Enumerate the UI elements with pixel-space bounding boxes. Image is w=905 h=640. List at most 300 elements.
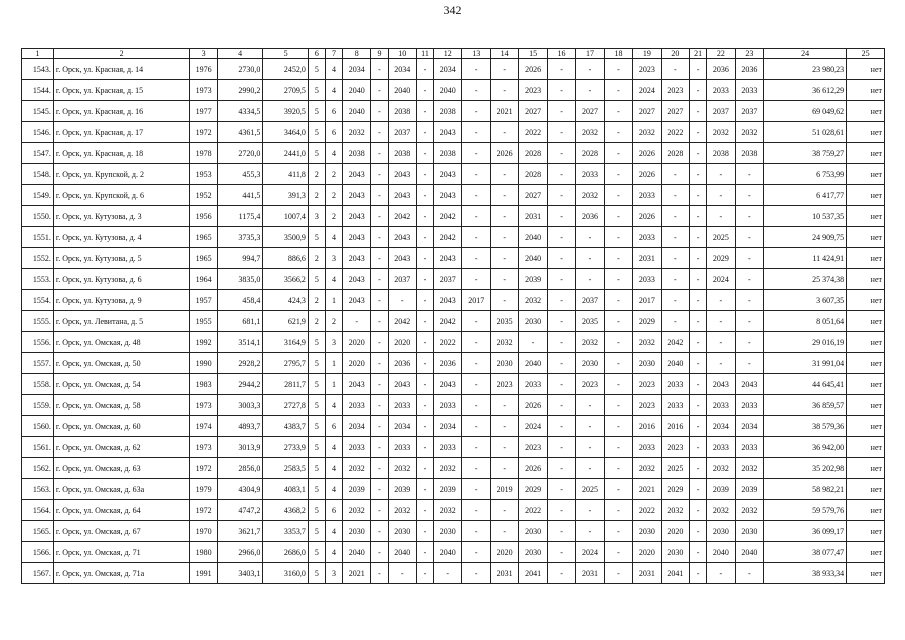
table-cell: 2020	[342, 332, 370, 353]
column-number: 22	[707, 49, 735, 59]
address-cell: г. Орск, ул. Кутузова, д. 9	[53, 290, 190, 311]
table-cell: 2990,2	[217, 80, 263, 101]
address-cell: г. Орск, ул. Омская, д. 50	[53, 353, 190, 374]
table-cell: 3	[325, 248, 342, 269]
table-cell: 5	[308, 59, 325, 80]
table-cell: 2	[308, 311, 325, 332]
table-cell: 2020	[342, 353, 370, 374]
table-cell: 2021	[342, 563, 370, 584]
table-cell: -	[707, 563, 735, 584]
table-cell: -	[707, 185, 735, 206]
row-number: 1563.	[22, 479, 54, 500]
table-cell: -	[604, 59, 632, 80]
table-cell: 2030	[707, 521, 735, 542]
table-cell: 3353,7	[263, 521, 309, 542]
table-row	[22, 206, 885, 227]
table-cell: 2026	[633, 164, 661, 185]
row-number: 1549.	[22, 185, 54, 206]
table-cell: -	[462, 122, 490, 143]
table-cell: 2028	[519, 164, 547, 185]
table-cell: 2043	[342, 290, 370, 311]
table-cell: -	[690, 206, 707, 227]
table-cell: -	[371, 500, 388, 521]
table-cell: -	[604, 143, 632, 164]
table-cell: -	[416, 290, 433, 311]
table-cell: 6 417,77	[764, 185, 847, 206]
table-cell: 2856,0	[217, 458, 263, 479]
table-cell: -	[371, 101, 388, 122]
table-cell: 2043	[342, 206, 370, 227]
column-number: 2	[53, 49, 190, 59]
table-cell: 2023	[633, 374, 661, 395]
table-cell: 2024	[576, 542, 604, 563]
table-cell: 3403,1	[217, 563, 263, 584]
table-cell: 2040	[388, 542, 416, 563]
table-cell: 36 942,00	[764, 437, 847, 458]
table-cell: -	[604, 458, 632, 479]
table-cell: -	[690, 185, 707, 206]
table-cell: 2032	[342, 458, 370, 479]
address-cell: г. Орск, ул. Омская, д. 67	[53, 521, 190, 542]
table-cell: -	[690, 290, 707, 311]
table-cell: 2043	[434, 248, 462, 269]
address-cell: г. Орск, ул. Левитана, д. 5	[53, 311, 190, 332]
table-cell: -	[735, 311, 763, 332]
table-cell: 2032	[633, 332, 661, 353]
table-cell: 2811,7	[263, 374, 309, 395]
table-cell: 2030	[735, 521, 763, 542]
table-cell: 1	[325, 353, 342, 374]
table-cell: 2039	[342, 479, 370, 500]
address-cell: г. Орск, ул. Омская, д. 71	[53, 542, 190, 563]
table-cell: -	[490, 164, 518, 185]
table-cell: 25 374,38	[764, 269, 847, 290]
table-cell: 58 982,21	[764, 479, 847, 500]
table-cell: 2038	[707, 143, 735, 164]
table-cell: 2037	[388, 122, 416, 143]
table-cell: 2033	[707, 395, 735, 416]
table-cell: -	[661, 269, 689, 290]
table-cell: 4	[325, 395, 342, 416]
table-cell: -	[690, 374, 707, 395]
table-cell: 3013,9	[217, 437, 263, 458]
table-row	[22, 290, 885, 311]
row-number: 1565.	[22, 521, 54, 542]
table-cell: 2032	[576, 122, 604, 143]
table-cell: 2583,5	[263, 458, 309, 479]
table-cell: -	[690, 563, 707, 584]
table-cell: 2030	[661, 542, 689, 563]
table-cell: нет	[847, 332, 885, 353]
column-number-header	[22, 49, 885, 59]
table-cell: 2033	[633, 185, 661, 206]
table-cell: -	[490, 206, 518, 227]
table-cell: -	[604, 542, 632, 563]
table-cell: -	[416, 101, 433, 122]
table-cell: 38 759,27	[764, 143, 847, 164]
table-cell: 2025	[661, 458, 689, 479]
table-cell: 1	[325, 374, 342, 395]
table-cell: -	[547, 479, 575, 500]
table-cell: -	[547, 458, 575, 479]
table-cell: 2035	[490, 311, 518, 332]
table-cell: 2043	[434, 122, 462, 143]
table-cell: 2032	[633, 458, 661, 479]
table-cell: 2027	[519, 185, 547, 206]
table-cell: 1978	[190, 143, 217, 164]
table-cell: 4304,9	[217, 479, 263, 500]
table-cell: -	[735, 206, 763, 227]
table-cell: -	[690, 416, 707, 437]
table-cell: -	[661, 206, 689, 227]
table-cell: -	[342, 311, 370, 332]
table-cell: -	[371, 416, 388, 437]
table-cell: 2034	[735, 416, 763, 437]
table-cell: -	[707, 290, 735, 311]
column-number: 3	[190, 49, 217, 59]
table-cell: -	[371, 164, 388, 185]
table-cell: 2032	[707, 458, 735, 479]
table-cell: 2025	[707, 227, 735, 248]
table-cell: -	[416, 80, 433, 101]
table-cell: -	[416, 542, 433, 563]
table-cell: 2026	[519, 59, 547, 80]
table-cell: -	[604, 332, 632, 353]
table-cell: -	[690, 59, 707, 80]
table-cell: 2042	[661, 332, 689, 353]
table-cell: -	[462, 80, 490, 101]
table-row	[22, 395, 885, 416]
table-cell: 2040	[342, 80, 370, 101]
table-cell: 2039	[388, 479, 416, 500]
table-cell: 2030	[519, 311, 547, 332]
row-number: 1567.	[22, 563, 54, 584]
table-cell: нет	[847, 479, 885, 500]
table-cell: -	[547, 122, 575, 143]
table-cell: 4334,5	[217, 101, 263, 122]
address-cell: г. Орск, ул. Красная, д. 17	[53, 122, 190, 143]
table-cell: 2024	[633, 80, 661, 101]
table-cell: 2039	[707, 479, 735, 500]
table-cell: 2033	[735, 437, 763, 458]
table-cell: 4	[325, 437, 342, 458]
table-cell: 455,3	[217, 164, 263, 185]
table-cell: -	[416, 563, 433, 584]
table-cell: 2040	[735, 542, 763, 563]
column-number: 10	[388, 49, 416, 59]
table-cell: 2037	[707, 101, 735, 122]
table-cell: 2042	[434, 311, 462, 332]
table-cell: 2023	[519, 437, 547, 458]
table-cell: нет	[847, 521, 885, 542]
table-cell: 2033	[434, 395, 462, 416]
table-cell: -	[604, 290, 632, 311]
table-cell: 5	[308, 521, 325, 542]
table-cell: -	[661, 311, 689, 332]
table-cell: -	[604, 563, 632, 584]
table-cell: -	[735, 227, 763, 248]
table-cell: 2033	[707, 437, 735, 458]
table-cell: -	[416, 332, 433, 353]
table-cell: 2016	[633, 416, 661, 437]
table-cell: -	[576, 248, 604, 269]
row-number: 1559.	[22, 395, 54, 416]
table-cell: нет	[847, 353, 885, 374]
table-cell: 2	[325, 311, 342, 332]
table-cell: -	[416, 374, 433, 395]
table-cell: 2020	[388, 332, 416, 353]
table-cell: -	[371, 521, 388, 542]
table-cell: 2041	[661, 563, 689, 584]
address-cell: г. Орск, ул. Омская, д. 48	[53, 332, 190, 353]
table-cell: 59 579,76	[764, 500, 847, 521]
table-cell: 1964	[190, 269, 217, 290]
column-number: 12	[434, 49, 462, 59]
table-cell: 1974	[190, 416, 217, 437]
table-cell: 2042	[434, 206, 462, 227]
table-cell: 2030	[434, 521, 462, 542]
row-number: 1547.	[22, 143, 54, 164]
table-cell: 5	[308, 479, 325, 500]
table-cell: 1956	[190, 206, 217, 227]
table-cell: 2017	[633, 290, 661, 311]
table-row	[22, 164, 885, 185]
table-cell: 2	[308, 164, 325, 185]
table-cell: -	[490, 227, 518, 248]
table-cell: нет	[847, 269, 885, 290]
address-cell: г. Орск, ул. Омская, д. 64	[53, 500, 190, 521]
table-cell: -	[576, 59, 604, 80]
table-cell: -	[576, 395, 604, 416]
row-number: 1546.	[22, 122, 54, 143]
table-cell: нет	[847, 500, 885, 521]
table-cell: нет	[847, 542, 885, 563]
table-cell: 2022	[661, 122, 689, 143]
table-cell: 6 753,99	[764, 164, 847, 185]
table-cell: 2686,0	[263, 542, 309, 563]
table-cell: нет	[847, 164, 885, 185]
table-cell: 2032	[633, 122, 661, 143]
table-row	[22, 227, 885, 248]
table-cell: -	[462, 479, 490, 500]
table-cell: -	[416, 164, 433, 185]
table-cell: -	[371, 437, 388, 458]
table-cell: нет	[847, 248, 885, 269]
table-cell: 3003,3	[217, 395, 263, 416]
table-cell: -	[371, 332, 388, 353]
table-cell: -	[735, 332, 763, 353]
address-cell: г. Орск, ул. Омская, д. 54	[53, 374, 190, 395]
table-cell: 3735,3	[217, 227, 263, 248]
table-cell: -	[462, 164, 490, 185]
table-cell: -	[371, 248, 388, 269]
table-cell: 2034	[707, 416, 735, 437]
table-cell: -	[371, 269, 388, 290]
column-number: 1	[22, 49, 54, 59]
table-cell: 4	[325, 143, 342, 164]
table-cell: 2026	[519, 458, 547, 479]
table-cell: 2023	[661, 437, 689, 458]
table-cell: 2038	[434, 143, 462, 164]
table-cell: 2034	[434, 59, 462, 80]
table-cell: -	[371, 311, 388, 332]
table-cell: 2027	[661, 101, 689, 122]
table-cell: 2795,7	[263, 353, 309, 374]
table-cell: 2727,8	[263, 395, 309, 416]
table-cell: 3621,7	[217, 521, 263, 542]
table-cell: 2030	[576, 353, 604, 374]
table-cell: 2043	[735, 374, 763, 395]
table-cell: 5	[308, 458, 325, 479]
table-cell: 6	[325, 122, 342, 143]
table-cell: 5	[308, 374, 325, 395]
row-number: 1566.	[22, 542, 54, 563]
table-cell: -	[462, 374, 490, 395]
table-cell: 5	[308, 353, 325, 374]
table-cell: -	[547, 563, 575, 584]
table-cell: -	[576, 521, 604, 542]
row-number: 1558.	[22, 374, 54, 395]
table-cell: 2024	[707, 269, 735, 290]
table-cell: -	[690, 353, 707, 374]
table-cell: -	[416, 353, 433, 374]
table-cell: -	[661, 227, 689, 248]
table-cell: -	[604, 227, 632, 248]
table-row	[22, 542, 885, 563]
table-cell: 2034	[388, 59, 416, 80]
table-cell: -	[707, 206, 735, 227]
table-cell: -	[462, 269, 490, 290]
table-cell: -	[371, 122, 388, 143]
table-cell: 4	[325, 227, 342, 248]
table-row	[22, 248, 885, 269]
table-cell: -	[547, 164, 575, 185]
table-row	[22, 332, 885, 353]
table-cell: -	[547, 101, 575, 122]
table-cell: 2040	[519, 248, 547, 269]
table-cell: 5	[308, 227, 325, 248]
table-cell: 4361,5	[217, 122, 263, 143]
address-cell: г. Орск, ул. Красная, д. 18	[53, 143, 190, 164]
table-cell: 35 202,98	[764, 458, 847, 479]
address-cell: г. Орск, ул. Омская, д. 58	[53, 395, 190, 416]
table-cell: 1973	[190, 395, 217, 416]
table-cell: 2030	[388, 521, 416, 542]
table-cell: -	[604, 353, 632, 374]
table-cell: -	[576, 227, 604, 248]
column-number: 16	[547, 49, 575, 59]
table-cell: 4	[325, 59, 342, 80]
table-cell: 2043	[342, 374, 370, 395]
table-cell: -	[371, 353, 388, 374]
table-row	[22, 458, 885, 479]
table-cell: нет	[847, 311, 885, 332]
table-cell: 2944,2	[217, 374, 263, 395]
row-number: 1555.	[22, 311, 54, 332]
table-cell: 6	[325, 500, 342, 521]
table-cell: нет	[847, 563, 885, 584]
table-cell: 2025	[576, 479, 604, 500]
table-cell: 411,8	[263, 164, 309, 185]
table-row	[22, 59, 885, 80]
table-cell: 2043	[434, 290, 462, 311]
table-cell: 2036	[707, 59, 735, 80]
table-cell: -	[690, 143, 707, 164]
table-cell: 4383,7	[263, 416, 309, 437]
table-cell: -	[576, 437, 604, 458]
column-number: 9	[371, 49, 388, 59]
table-cell: 2017	[462, 290, 490, 311]
table-cell: 2033	[661, 395, 689, 416]
table-cell: -	[490, 500, 518, 521]
table-cell: 2037	[735, 101, 763, 122]
table-cell: -	[371, 458, 388, 479]
table-cell: 2033	[434, 437, 462, 458]
table-cell: 2034	[342, 416, 370, 437]
table-cell: 2029	[519, 479, 547, 500]
table-cell: -	[462, 248, 490, 269]
table-cell: 3464,0	[263, 122, 309, 143]
table-cell: 1955	[190, 311, 217, 332]
column-number: 24	[764, 49, 847, 59]
table-cell: 3	[308, 206, 325, 227]
table-cell: 2036	[735, 59, 763, 80]
table-cell: -	[576, 269, 604, 290]
table-cell: -	[416, 269, 433, 290]
table-cell: 3164,9	[263, 332, 309, 353]
housing-repair-table	[21, 48, 885, 584]
table-cell: -	[416, 416, 433, 437]
address-cell: г. Орск, ул. Крупской, д. 2	[53, 164, 190, 185]
table-cell: нет	[847, 206, 885, 227]
table-cell: 5	[308, 80, 325, 101]
table-cell: 2022	[633, 500, 661, 521]
table-cell: 458,4	[217, 290, 263, 311]
table-cell: -	[547, 395, 575, 416]
table-cell: 2043	[434, 164, 462, 185]
table-cell: -	[547, 269, 575, 290]
table-cell: 2026	[633, 143, 661, 164]
table-cell: 2027	[633, 101, 661, 122]
table-cell: нет	[847, 227, 885, 248]
table-cell: 441,5	[217, 185, 263, 206]
table-cell: 2032	[707, 122, 735, 143]
table-cell: -	[371, 374, 388, 395]
table-cell: -	[434, 563, 462, 584]
table-cell: -	[707, 311, 735, 332]
table-cell: -	[547, 416, 575, 437]
table-cell: нет	[847, 59, 885, 80]
table-cell: 2023	[576, 374, 604, 395]
table-cell: -	[371, 479, 388, 500]
table-cell: -	[707, 332, 735, 353]
table-cell: 2031	[490, 563, 518, 584]
column-number: 25	[847, 49, 885, 59]
table-cell: 3 607,35	[764, 290, 847, 311]
table-cell: -	[416, 395, 433, 416]
table-cell: 2043	[388, 185, 416, 206]
table-cell: 2030	[519, 542, 547, 563]
table-cell: 2043	[388, 248, 416, 269]
table-cell: -	[490, 248, 518, 269]
table-row	[22, 416, 885, 437]
table-cell: 2	[325, 206, 342, 227]
table-cell: -	[690, 500, 707, 521]
table-cell: нет	[847, 80, 885, 101]
table-cell: -	[547, 437, 575, 458]
table-cell: 6	[325, 101, 342, 122]
row-number: 1543.	[22, 59, 54, 80]
